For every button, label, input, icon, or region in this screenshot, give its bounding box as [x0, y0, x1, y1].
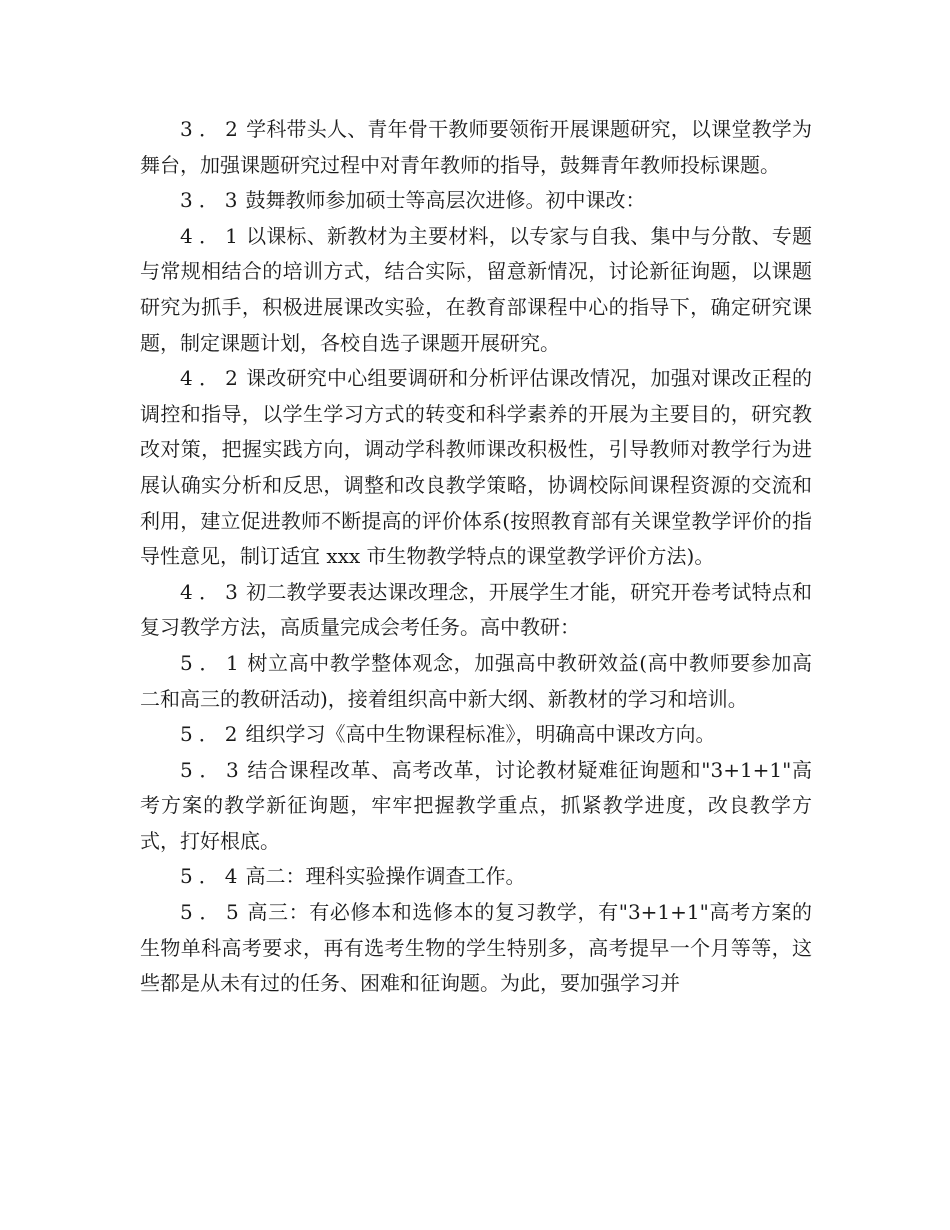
paragraph-text: 高三：有必修本和选修本的复习教学，有"3+1+1"高考方案的生物单科高考要求，再有选考生物的学生特别多，高考提早一个月等等，这些都是从未有过的任务、困难和征询题。为此，要加强学习并 [140, 900, 812, 996]
paragraph-number: 4．2 [180, 366, 244, 391]
paragraph-number: 3．2 [180, 117, 244, 141]
paragraph-text: 树立高中教学整体观念，加强高中教研效益(高中教师要参加高二和高三的教研活动)，接着组织高中新大纲、新教材的学习和培训。 [140, 650, 812, 711]
paragraph-5-4 [140, 859, 812, 895]
paragraph-text: 初二教学要表达课改理念，开展学生才能，研究开卷考试特点和复习教学方法，高质量完成会考任务。高中教研： [140, 579, 813, 640]
paragraph-5-2 [140, 717, 812, 753]
paragraph-text: 鼓舞教师参加硕士等高层次进修。初中课改： [245, 188, 646, 213]
paragraph-number: 3．3 [180, 188, 244, 213]
document-page [140, 112, 812, 1002]
paragraph-text: 高二：理科实验操作调查工作。 [245, 864, 526, 889]
paragraph-text: 结合课程改革、高考改革，讨论教材疑难征询题和"3+1+1"高考方案的教学新征询题，牢牢把握教学重点，抓紧教学进度，改良教学方式，打好根底。 [140, 757, 812, 853]
paragraph-text: 课改研究中心组要调研和分析评估课改情况，加强对课改正程的调控和指导，以学生学习方式的转变和科学素养的开展为主要目的，研究教改对策，把握实践方向，调动学科教师课改积极性，引导教师对教学行为进展认确实分析和反思，调整和改良教学策略，协调校际间课程资源的交流和利用，建立促进教师不断提高的评价体系(按照教育部有关课堂教学评价的指导性意见，制订适宜 xxx 市生物教学特点的课堂教学评价方法)。 [140, 366, 813, 569]
paragraph-4-1 [140, 219, 812, 361]
paragraph-text: 学科带头人、青年骨干教师要领衔开展课题研究，以课堂教学为舞台，加强课题研究过程中对青年教师的指导，鼓舞青年教师投标课题。 [140, 117, 813, 177]
paragraph-4-2 [140, 361, 812, 575]
paragraph-5-1 [140, 646, 812, 717]
paragraph-number: 4．1 [180, 223, 244, 248]
paragraph-number: 5．1 [180, 650, 245, 675]
paragraph-3-2 [140, 112, 812, 183]
paragraph-number: 5．4 [180, 864, 244, 889]
paragraph-number: 5．3 [180, 757, 245, 782]
paragraph-3-3 [140, 183, 812, 219]
paragraph-5-3 [140, 753, 812, 860]
paragraph-5-5 [140, 895, 812, 1002]
paragraph-text: 以课标、新教材为主要材料，以专家与自我、集中与分散、专题与常规相结合的培训方式，结合实际，留意新情况，讨论新征询题，以课题研究为抓手，积极进展课改实验，在教育部课程中心的指导下，确定研究课题，制定课题计划，各校自选子课题开展研究。 [140, 223, 813, 355]
paragraph-text: 组织学习《高中生物课程标准》，明确高中课改方向。 [245, 722, 716, 747]
paragraph-number: 4．3 [180, 579, 244, 604]
paragraph-number: 5．2 [180, 722, 244, 747]
paragraph-number: 5．5 [180, 900, 245, 925]
paragraph-4-3 [140, 575, 812, 646]
